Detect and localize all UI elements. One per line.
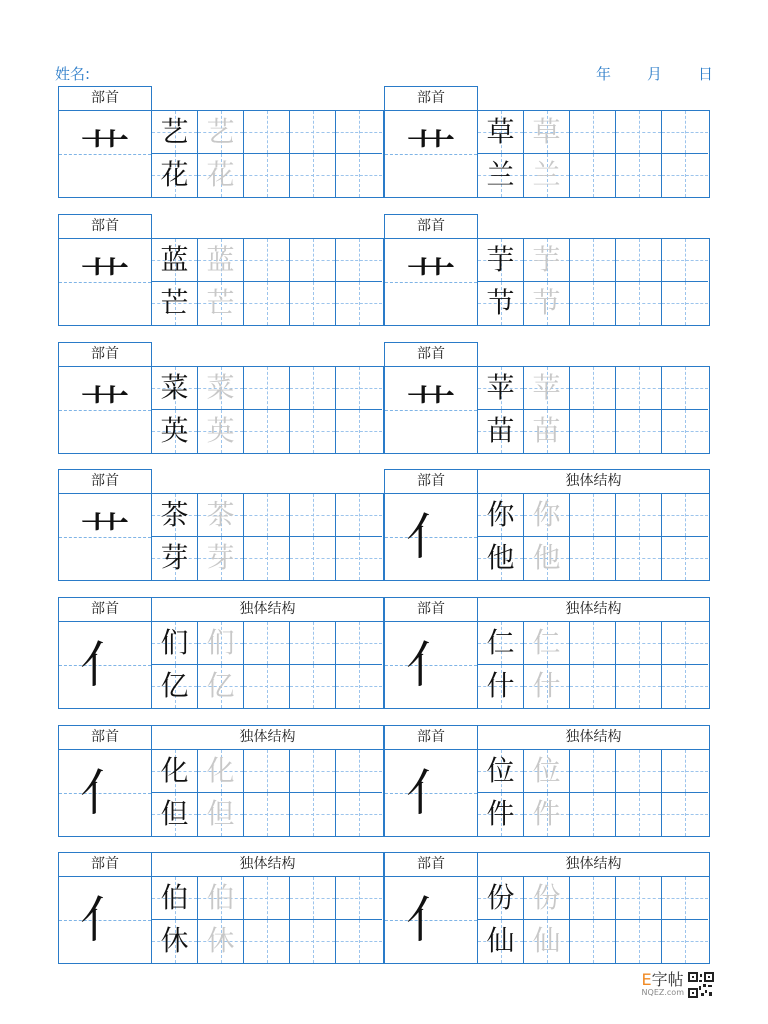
practice-cell[interactable] bbox=[244, 494, 290, 537]
practice-cell[interactable] bbox=[290, 367, 336, 410]
practice-cell[interactable] bbox=[570, 494, 616, 537]
practice-cell[interactable] bbox=[478, 920, 524, 963]
radical-glyph: 艹 bbox=[406, 253, 456, 311]
trace-character: 仙 bbox=[532, 924, 561, 957]
writing-grid bbox=[384, 749, 710, 837]
month-label: 月 bbox=[646, 65, 662, 83]
model-character: 他 bbox=[486, 541, 515, 574]
structure-label: 独体结构 bbox=[477, 725, 710, 749]
practice-block bbox=[384, 469, 710, 583]
structure-label: 独体结构 bbox=[151, 852, 384, 876]
practice-cell[interactable] bbox=[662, 367, 708, 410]
radical-glyph: 亻 bbox=[406, 508, 456, 566]
writing-grid bbox=[58, 876, 384, 964]
practice-cell[interactable] bbox=[336, 410, 382, 453]
practice-cell[interactable] bbox=[244, 537, 290, 580]
model-character: 仙 bbox=[486, 924, 515, 957]
practice-block bbox=[384, 852, 710, 966]
practice-cell[interactable] bbox=[290, 622, 336, 665]
radical-label: 部首 bbox=[58, 597, 152, 621]
practice-cell[interactable] bbox=[244, 410, 290, 453]
practice-cell[interactable] bbox=[290, 750, 336, 793]
practice-cell[interactable] bbox=[662, 750, 708, 793]
radical-glyph: 艹 bbox=[80, 125, 130, 183]
practice-cell[interactable] bbox=[244, 665, 290, 708]
practice-cell[interactable] bbox=[152, 282, 198, 325]
structure-label: 独体结构 bbox=[477, 597, 710, 621]
trace-character: 化 bbox=[206, 754, 235, 787]
practice-cell[interactable] bbox=[336, 793, 382, 836]
radical-cell bbox=[385, 622, 478, 708]
practice-cell[interactable] bbox=[290, 793, 336, 836]
radical-label: 部首 bbox=[58, 214, 152, 238]
practice-cell[interactable] bbox=[290, 537, 336, 580]
practice-cell[interactable] bbox=[616, 920, 662, 963]
practice-cell[interactable] bbox=[244, 282, 290, 325]
practice-cell[interactable] bbox=[152, 410, 198, 453]
practice-cell[interactable] bbox=[570, 622, 616, 665]
practice-cell[interactable] bbox=[244, 622, 290, 665]
radical-glyph: 亻 bbox=[406, 764, 456, 822]
practice-cell[interactable] bbox=[290, 494, 336, 537]
trace-character: 仁 bbox=[532, 626, 561, 659]
practice-cell[interactable] bbox=[524, 367, 570, 410]
practice-block bbox=[58, 597, 384, 711]
practice-cell[interactable] bbox=[524, 239, 570, 282]
practice-cell[interactable] bbox=[290, 410, 336, 453]
radical-cell bbox=[59, 367, 152, 453]
practice-cell[interactable] bbox=[570, 282, 616, 325]
trace-character: 英 bbox=[206, 414, 235, 447]
trace-character: 但 bbox=[206, 797, 235, 830]
practice-cell[interactable] bbox=[198, 537, 244, 580]
model-character: 草 bbox=[486, 115, 515, 148]
practice-cell[interactable] bbox=[524, 750, 570, 793]
practice-cell[interactable] bbox=[662, 282, 708, 325]
practice-cell[interactable] bbox=[290, 877, 336, 920]
structure-label: 独体结构 bbox=[477, 852, 710, 876]
practice-cell[interactable] bbox=[336, 111, 382, 154]
model-character: 芋 bbox=[486, 243, 515, 276]
practice-cell[interactable] bbox=[570, 239, 616, 282]
practice-cell[interactable] bbox=[198, 239, 244, 282]
practice-cell[interactable] bbox=[198, 154, 244, 197]
model-character: 伯 bbox=[160, 881, 189, 914]
practice-cell[interactable] bbox=[616, 239, 662, 282]
radical-cell bbox=[59, 750, 152, 836]
date-fields bbox=[596, 63, 713, 84]
practice-cell[interactable] bbox=[478, 154, 524, 197]
radical-cell bbox=[59, 877, 152, 963]
radical-label: 部首 bbox=[384, 214, 478, 238]
practice-cell[interactable] bbox=[290, 111, 336, 154]
practice-cell[interactable] bbox=[198, 750, 244, 793]
writing-grid bbox=[58, 110, 384, 198]
year-label: 年 bbox=[595, 65, 611, 83]
model-character: 们 bbox=[160, 626, 189, 659]
practice-block bbox=[58, 469, 384, 583]
logo-url: NQEZ.com bbox=[641, 988, 684, 997]
practice-cell[interactable] bbox=[662, 793, 708, 836]
practice-cell[interactable] bbox=[152, 793, 198, 836]
practice-cell[interactable] bbox=[244, 367, 290, 410]
model-character: 节 bbox=[486, 286, 515, 319]
trace-character: 草 bbox=[532, 115, 561, 148]
practice-cell[interactable] bbox=[616, 622, 662, 665]
radical-cell bbox=[385, 367, 478, 453]
radical-glyph: 亻 bbox=[406, 891, 456, 949]
name-label: 姓名: bbox=[55, 65, 91, 83]
radical-glyph: 艹 bbox=[406, 125, 456, 183]
radical-label: 部首 bbox=[384, 342, 478, 366]
practice-cell[interactable] bbox=[198, 665, 244, 708]
model-character: 件 bbox=[486, 797, 515, 830]
practice-cell[interactable] bbox=[152, 750, 198, 793]
radical-label: 部首 bbox=[58, 852, 152, 876]
trace-character: 位 bbox=[532, 754, 561, 787]
radical-cell bbox=[59, 239, 152, 325]
radical-cell bbox=[59, 494, 152, 580]
practice-cell[interactable] bbox=[616, 750, 662, 793]
practice-cell[interactable] bbox=[478, 537, 524, 580]
trace-character: 什 bbox=[532, 669, 561, 702]
radical-glyph: 艹 bbox=[80, 381, 130, 439]
practice-cell[interactable] bbox=[336, 537, 382, 580]
practice-cell[interactable] bbox=[524, 537, 570, 580]
radical-label: 部首 bbox=[384, 86, 478, 110]
radical-label: 部首 bbox=[384, 597, 478, 621]
writing-grid bbox=[384, 621, 710, 709]
practice-cell[interactable] bbox=[478, 494, 524, 537]
practice-cell[interactable] bbox=[152, 111, 198, 154]
radical-label: 部首 bbox=[58, 342, 152, 366]
model-character: 但 bbox=[160, 797, 189, 830]
practice-cell[interactable] bbox=[152, 622, 198, 665]
practice-cell[interactable] bbox=[244, 239, 290, 282]
practice-cell[interactable] bbox=[290, 239, 336, 282]
practice-cell[interactable] bbox=[198, 920, 244, 963]
practice-cell[interactable] bbox=[662, 154, 708, 197]
practice-cell[interactable] bbox=[570, 750, 616, 793]
trace-character: 亿 bbox=[206, 669, 235, 702]
trace-character: 苹 bbox=[532, 371, 561, 404]
trace-character: 休 bbox=[206, 924, 235, 957]
practice-cell[interactable] bbox=[198, 111, 244, 154]
trace-character: 花 bbox=[206, 158, 235, 191]
practice-cell[interactable] bbox=[662, 877, 708, 920]
radical-label: 部首 bbox=[384, 852, 478, 876]
logo-e: E bbox=[641, 970, 652, 989]
practice-cell[interactable] bbox=[290, 665, 336, 708]
practice-cell[interactable] bbox=[662, 410, 708, 453]
writing-grid bbox=[384, 238, 710, 326]
trace-character: 茶 bbox=[206, 498, 235, 531]
radical-cell bbox=[385, 494, 478, 580]
model-character: 位 bbox=[486, 754, 515, 787]
model-character: 艺 bbox=[160, 115, 189, 148]
model-character: 英 bbox=[160, 414, 189, 447]
practice-cell[interactable] bbox=[524, 665, 570, 708]
trace-character: 艺 bbox=[206, 115, 235, 148]
trace-character: 节 bbox=[532, 286, 561, 319]
model-character: 蓝 bbox=[160, 243, 189, 276]
practice-cell[interactable] bbox=[290, 282, 336, 325]
practice-cell[interactable] bbox=[478, 750, 524, 793]
practice-cell[interactable] bbox=[524, 494, 570, 537]
practice-cell[interactable] bbox=[662, 111, 708, 154]
trace-character: 芋 bbox=[532, 243, 561, 276]
radical-cell bbox=[59, 622, 152, 708]
trace-character: 份 bbox=[532, 881, 561, 914]
practice-cell[interactable] bbox=[478, 877, 524, 920]
model-character: 休 bbox=[160, 924, 189, 957]
practice-cell[interactable] bbox=[198, 494, 244, 537]
practice-cell[interactable] bbox=[570, 367, 616, 410]
practice-cell[interactable] bbox=[198, 282, 244, 325]
radical-label: 部首 bbox=[58, 86, 152, 110]
practice-cell[interactable] bbox=[524, 920, 570, 963]
practice-cell[interactable] bbox=[244, 154, 290, 197]
model-character: 苗 bbox=[486, 414, 515, 447]
day-label: 日 bbox=[697, 65, 713, 83]
radical-cell bbox=[385, 750, 478, 836]
radical-glyph: 艹 bbox=[80, 508, 130, 566]
writing-grid bbox=[384, 366, 710, 454]
practice-cell[interactable] bbox=[524, 793, 570, 836]
radical-cell bbox=[385, 111, 478, 197]
writing-grid bbox=[58, 621, 384, 709]
practice-cell[interactable] bbox=[478, 111, 524, 154]
practice-cell[interactable] bbox=[616, 154, 662, 197]
radical-glyph: 亻 bbox=[80, 891, 130, 949]
practice-cell[interactable] bbox=[152, 367, 198, 410]
radical-glyph: 亻 bbox=[80, 764, 130, 822]
practice-block bbox=[58, 342, 384, 456]
practice-cell[interactable] bbox=[616, 282, 662, 325]
radical-glyph: 艹 bbox=[406, 381, 456, 439]
practice-cell[interactable] bbox=[152, 239, 198, 282]
practice-cell[interactable] bbox=[524, 154, 570, 197]
practice-cell[interactable] bbox=[478, 665, 524, 708]
model-character: 芽 bbox=[160, 541, 189, 574]
model-character: 茶 bbox=[160, 498, 189, 531]
trace-character: 们 bbox=[206, 626, 235, 659]
practice-cell[interactable] bbox=[524, 410, 570, 453]
practice-cell[interactable] bbox=[570, 665, 616, 708]
practice-cell[interactable] bbox=[570, 877, 616, 920]
practice-cell[interactable] bbox=[662, 494, 708, 537]
model-character: 兰 bbox=[486, 158, 515, 191]
practice-cell[interactable] bbox=[198, 793, 244, 836]
writing-grid bbox=[58, 366, 384, 454]
practice-cell[interactable] bbox=[570, 111, 616, 154]
practice-cell[interactable] bbox=[616, 537, 662, 580]
practice-block bbox=[384, 597, 710, 711]
practice-block bbox=[58, 214, 384, 328]
practice-cell[interactable] bbox=[616, 793, 662, 836]
practice-cell[interactable] bbox=[616, 111, 662, 154]
practice-cell[interactable] bbox=[336, 239, 382, 282]
practice-cell[interactable] bbox=[336, 920, 382, 963]
radical-cell bbox=[385, 239, 478, 325]
trace-character: 他 bbox=[532, 541, 561, 574]
practice-cell[interactable] bbox=[336, 367, 382, 410]
practice-cell[interactable] bbox=[662, 622, 708, 665]
trace-character: 菜 bbox=[206, 371, 235, 404]
practice-cell[interactable] bbox=[616, 877, 662, 920]
practice-block bbox=[58, 852, 384, 966]
model-character: 亿 bbox=[160, 669, 189, 702]
trace-character: 蓝 bbox=[206, 243, 235, 276]
practice-cell[interactable] bbox=[570, 920, 616, 963]
model-character: 你 bbox=[486, 498, 515, 531]
practice-cell[interactable] bbox=[662, 239, 708, 282]
structure-label: 独体结构 bbox=[477, 469, 710, 493]
practice-block bbox=[384, 214, 710, 328]
practice-cell[interactable] bbox=[524, 282, 570, 325]
practice-cell[interactable] bbox=[478, 622, 524, 665]
radical-cell bbox=[59, 111, 152, 197]
practice-cell[interactable] bbox=[198, 622, 244, 665]
radical-glyph: 艹 bbox=[80, 253, 130, 311]
practice-cell[interactable] bbox=[244, 877, 290, 920]
practice-cell[interactable] bbox=[478, 282, 524, 325]
practice-cell[interactable] bbox=[198, 877, 244, 920]
practice-cell[interactable] bbox=[152, 537, 198, 580]
practice-block bbox=[58, 725, 384, 839]
model-character: 菜 bbox=[160, 371, 189, 404]
practice-cell[interactable] bbox=[570, 154, 616, 197]
practice-block bbox=[58, 86, 384, 200]
writing-grid bbox=[58, 238, 384, 326]
model-character: 芒 bbox=[160, 286, 189, 319]
radical-label: 部首 bbox=[58, 469, 152, 493]
practice-cell[interactable] bbox=[662, 920, 708, 963]
practice-cell[interactable] bbox=[524, 111, 570, 154]
trace-character: 苗 bbox=[532, 414, 561, 447]
practice-cell[interactable] bbox=[152, 877, 198, 920]
practice-cell[interactable] bbox=[662, 665, 708, 708]
practice-cell[interactable] bbox=[336, 750, 382, 793]
logo-main: 字帖 bbox=[651, 970, 684, 989]
model-character: 仁 bbox=[486, 626, 515, 659]
practice-cell[interactable] bbox=[616, 367, 662, 410]
model-character: 花 bbox=[160, 158, 189, 191]
practice-cell[interactable] bbox=[198, 410, 244, 453]
practice-cell[interactable] bbox=[336, 494, 382, 537]
practice-cell[interactable] bbox=[336, 282, 382, 325]
practice-cell[interactable] bbox=[570, 793, 616, 836]
site-logo bbox=[642, 972, 714, 998]
practice-cell[interactable] bbox=[244, 793, 290, 836]
practice-cell[interactable] bbox=[478, 239, 524, 282]
structure-label: 独体结构 bbox=[151, 725, 384, 749]
trace-character: 芒 bbox=[206, 286, 235, 319]
practice-cell[interactable] bbox=[570, 537, 616, 580]
radical-glyph: 亻 bbox=[406, 636, 456, 694]
trace-character: 兰 bbox=[532, 158, 561, 191]
practice-cell[interactable] bbox=[290, 920, 336, 963]
trace-character: 件 bbox=[532, 797, 561, 830]
writing-grid bbox=[384, 110, 710, 198]
radical-label: 部首 bbox=[384, 725, 478, 749]
practice-cell[interactable] bbox=[478, 410, 524, 453]
practice-cell[interactable] bbox=[198, 367, 244, 410]
practice-cell[interactable] bbox=[570, 410, 616, 453]
radical-glyph: 亻 bbox=[80, 636, 130, 694]
practice-cell[interactable] bbox=[616, 410, 662, 453]
practice-cell[interactable] bbox=[616, 494, 662, 537]
practice-cell[interactable] bbox=[152, 665, 198, 708]
practice-cell[interactable] bbox=[662, 537, 708, 580]
qr-code-icon bbox=[688, 972, 714, 998]
model-character: 化 bbox=[160, 754, 189, 787]
trace-character: 伯 bbox=[206, 881, 235, 914]
radical-cell bbox=[385, 877, 478, 963]
practice-cell[interactable] bbox=[478, 367, 524, 410]
writing-grid bbox=[384, 876, 710, 964]
practice-cell[interactable] bbox=[524, 622, 570, 665]
writing-grid bbox=[58, 749, 384, 837]
practice-block bbox=[384, 342, 710, 456]
practice-cell[interactable] bbox=[336, 622, 382, 665]
practice-cell[interactable] bbox=[336, 154, 382, 197]
practice-cell[interactable] bbox=[244, 750, 290, 793]
practice-cell[interactable] bbox=[244, 111, 290, 154]
practice-block bbox=[384, 86, 710, 200]
structure-label: 独体结构 bbox=[151, 597, 384, 621]
trace-character: 你 bbox=[532, 498, 561, 531]
writing-grid bbox=[384, 493, 710, 581]
practice-cell[interactable] bbox=[336, 665, 382, 708]
model-character: 苹 bbox=[486, 371, 515, 404]
practice-cell[interactable] bbox=[152, 920, 198, 963]
practice-cell[interactable] bbox=[152, 154, 198, 197]
radical-label: 部首 bbox=[58, 725, 152, 749]
practice-cell[interactable] bbox=[524, 877, 570, 920]
radical-label: 部首 bbox=[384, 469, 478, 493]
model-character: 份 bbox=[486, 881, 515, 914]
model-character: 什 bbox=[486, 669, 515, 702]
practice-cell[interactable] bbox=[336, 877, 382, 920]
practice-cell[interactable] bbox=[478, 793, 524, 836]
practice-cell[interactable] bbox=[290, 154, 336, 197]
practice-cell[interactable] bbox=[152, 494, 198, 537]
trace-character: 芽 bbox=[206, 541, 235, 574]
practice-cell[interactable] bbox=[244, 920, 290, 963]
practice-cell[interactable] bbox=[616, 665, 662, 708]
writing-grid bbox=[58, 493, 384, 581]
practice-block bbox=[384, 725, 710, 839]
